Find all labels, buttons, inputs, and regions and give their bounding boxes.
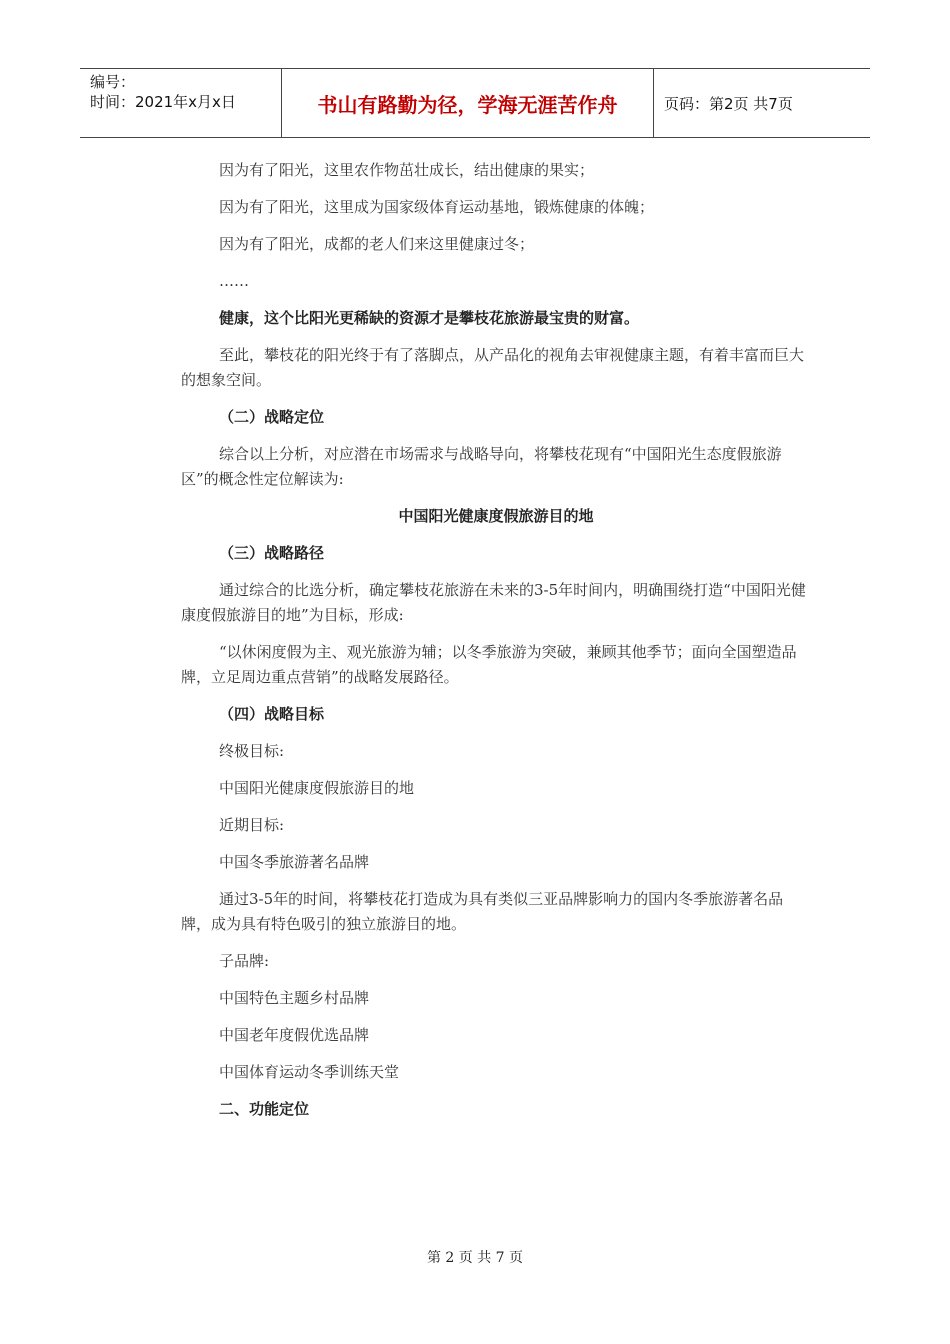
paragraph: 子品牌: [219,952,270,970]
page-header [80,68,870,138]
paragraph: 终极目标: [219,742,285,760]
document-body [181,158,811,1134]
key-statement: 健康，这个比阳光更稀缺的资源才是攀枝花旅游最宝贵的财富。 [219,309,640,327]
section-heading-function-positioning: 二、功能定位 [219,1100,310,1118]
section-heading-strategy-path: （三）战略路径 [219,544,325,562]
paragraph: 中国阳光健康度假旅游目的地 [219,779,415,797]
number-label: 编号： [90,73,136,91]
paragraph: 至此，攀枝花的阳光终于有了落脚点，从产品化的视角去审视健康主题，有着丰富而巨大的想象空间。 [181,346,805,389]
paragraph: 因为有了阳光，成都的老人们来这里健康过冬； [219,235,535,253]
paragraph: 通过综合的比选分析，确定攀枝花旅游在未来的3-5年时间内，明确围绕打造“中国阳光健康度假旅游目的地”为目标，形成: [181,581,806,624]
time-label: 时间：2021年x月x日 [90,93,236,111]
paragraph: 中国老年度假优选品牌 [219,1026,370,1044]
paragraph: 因为有了阳光，这里农作物茁壮成长，结出健康的果实； [219,161,595,179]
paragraph: 近期目标: [219,816,285,834]
header-motto: 书山有路勤为径，学海无涯苦作舟 [282,69,654,137]
paragraph: “以休闲度假为主、观光旅游为辅；以冬季旅游为突破，兼顾其他季节；面向全国塑造品牌，立足周边重点营销”的战略发展路径。 [181,643,797,686]
paragraph: 通过3-5年的时间，将攀枝花打造成为具有类似三亚品牌影响力的国内冬季旅游著名品牌，成为具有特色吸引的独立旅游目的地。 [181,890,784,933]
paragraph: 中国体育运动冬季训练天堂 [219,1063,400,1081]
header-page-code: 页码：第2页 共7页 [664,94,793,113]
paragraph: 因为有了阳光，这里成为国家级体育运动基地，锻炼健康的体魄； [219,198,655,216]
section-heading-strategy-positioning: （二）战略定位 [219,408,325,426]
centered-positioning-statement: 中国阳光健康度假旅游目的地 [398,507,594,525]
header-meta [80,69,282,137]
paragraph: 中国冬季旅游著名品牌 [219,853,370,871]
section-heading-strategy-goals: （四）战略目标 [219,705,325,723]
ellipsis-line: …… [219,272,249,290]
paragraph: 综合以上分析，对应潜在市场需求与战略导向，将攀枝花现有“中国阳光生态度假旅游区”的概念性定位解读为: [181,445,782,488]
paragraph: 中国特色主题乡村品牌 [219,989,370,1007]
page-footer: 第 2 页 共 7 页 [426,1250,524,1266]
